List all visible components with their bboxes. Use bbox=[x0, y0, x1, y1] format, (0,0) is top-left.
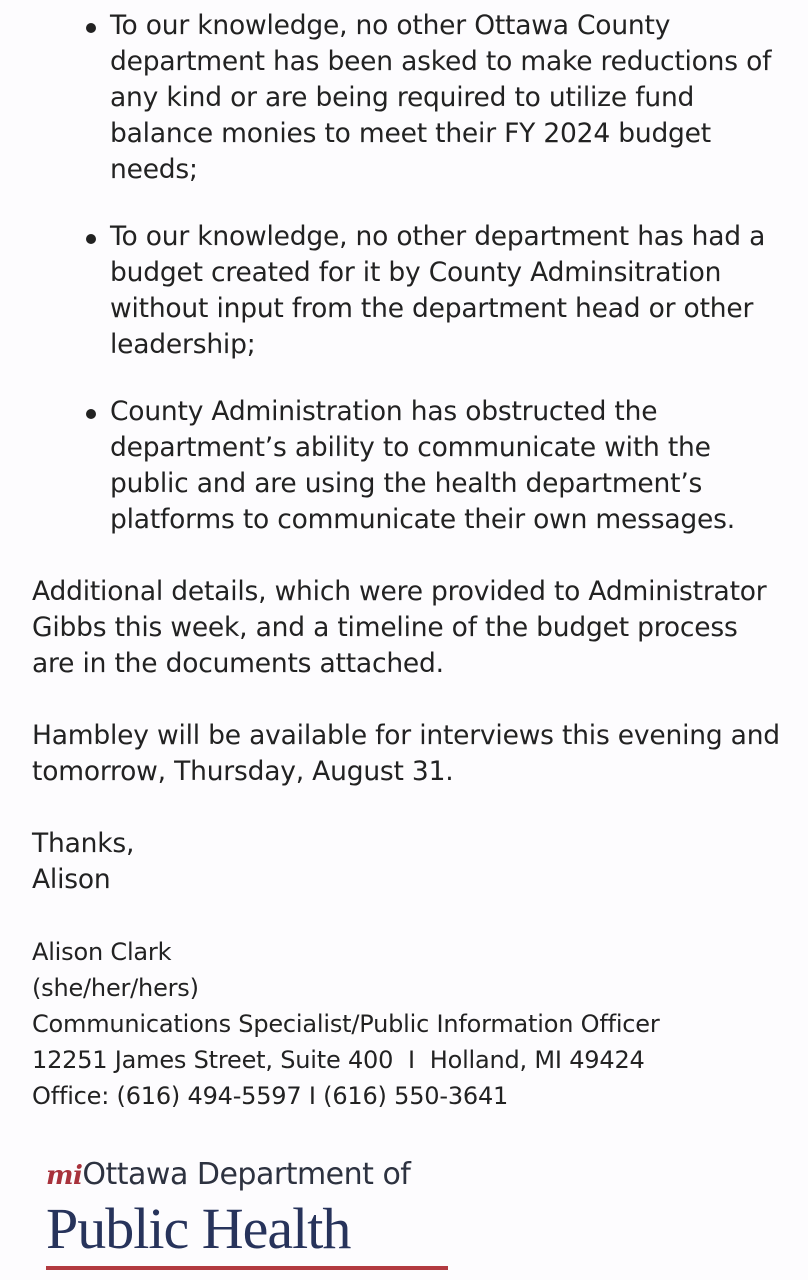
logo-top-text: Ottawa Department of bbox=[82, 1157, 411, 1192]
email-signature bbox=[32, 934, 792, 1114]
signature-pronouns: (she/her/hers) bbox=[32, 974, 199, 1002]
bullet-item bbox=[0, 219, 808, 363]
bullet-dot-icon bbox=[86, 234, 96, 244]
bullet-list bbox=[0, 8, 808, 569]
bullet-text: To our knowledge, no other department has had a budget created for it by County Adminsitration without input from the department head or other leadership; bbox=[110, 221, 766, 360]
logo-main-text: Public Health bbox=[46, 1196, 351, 1261]
thanks-text: Thanks, bbox=[32, 828, 135, 859]
bullet-dot-icon bbox=[86, 23, 96, 33]
signature-title: Communications Specialist/Public Information Officer bbox=[32, 1010, 660, 1038]
signature-phones: Office: (616) 494-5597 I (616) 550-3641 bbox=[32, 1082, 509, 1110]
signature-address: 12251 James Street, Suite 400 I Holland, MI 49424 bbox=[32, 1046, 645, 1074]
details-paragraph: Additional details, which were provided to Administrator Gibbs this week, and a timeline of the budget process are in the documents attached. bbox=[32, 576, 767, 679]
closing bbox=[32, 826, 782, 898]
bullet-item bbox=[0, 394, 808, 538]
department-logo bbox=[46, 1156, 456, 1276]
bullet-text: County Administration has obstructed the department’s ability to communicate with the public and are using the health department’s platforms to communicate their own messages. bbox=[110, 396, 735, 535]
sender-first-name: Alison bbox=[32, 864, 111, 895]
signature-name: Alison Clark bbox=[32, 938, 172, 966]
bullet-item bbox=[0, 8, 808, 188]
bullet-dot-icon bbox=[86, 409, 96, 419]
availability-paragraph: Hambley will be available for interviews this evening and tomorrow, Thursday, August 31. bbox=[32, 720, 780, 787]
logo-top-line bbox=[46, 1156, 410, 1195]
logo-underline bbox=[46, 1266, 448, 1270]
bullet-text: To our knowledge, no other Ottawa County department has been asked to make reductions of any kind or are being required to utilize fund balance monies to meet their FY 2024 budget needs; bbox=[110, 10, 772, 185]
logo-mi-prefix: mi bbox=[46, 1161, 83, 1191]
